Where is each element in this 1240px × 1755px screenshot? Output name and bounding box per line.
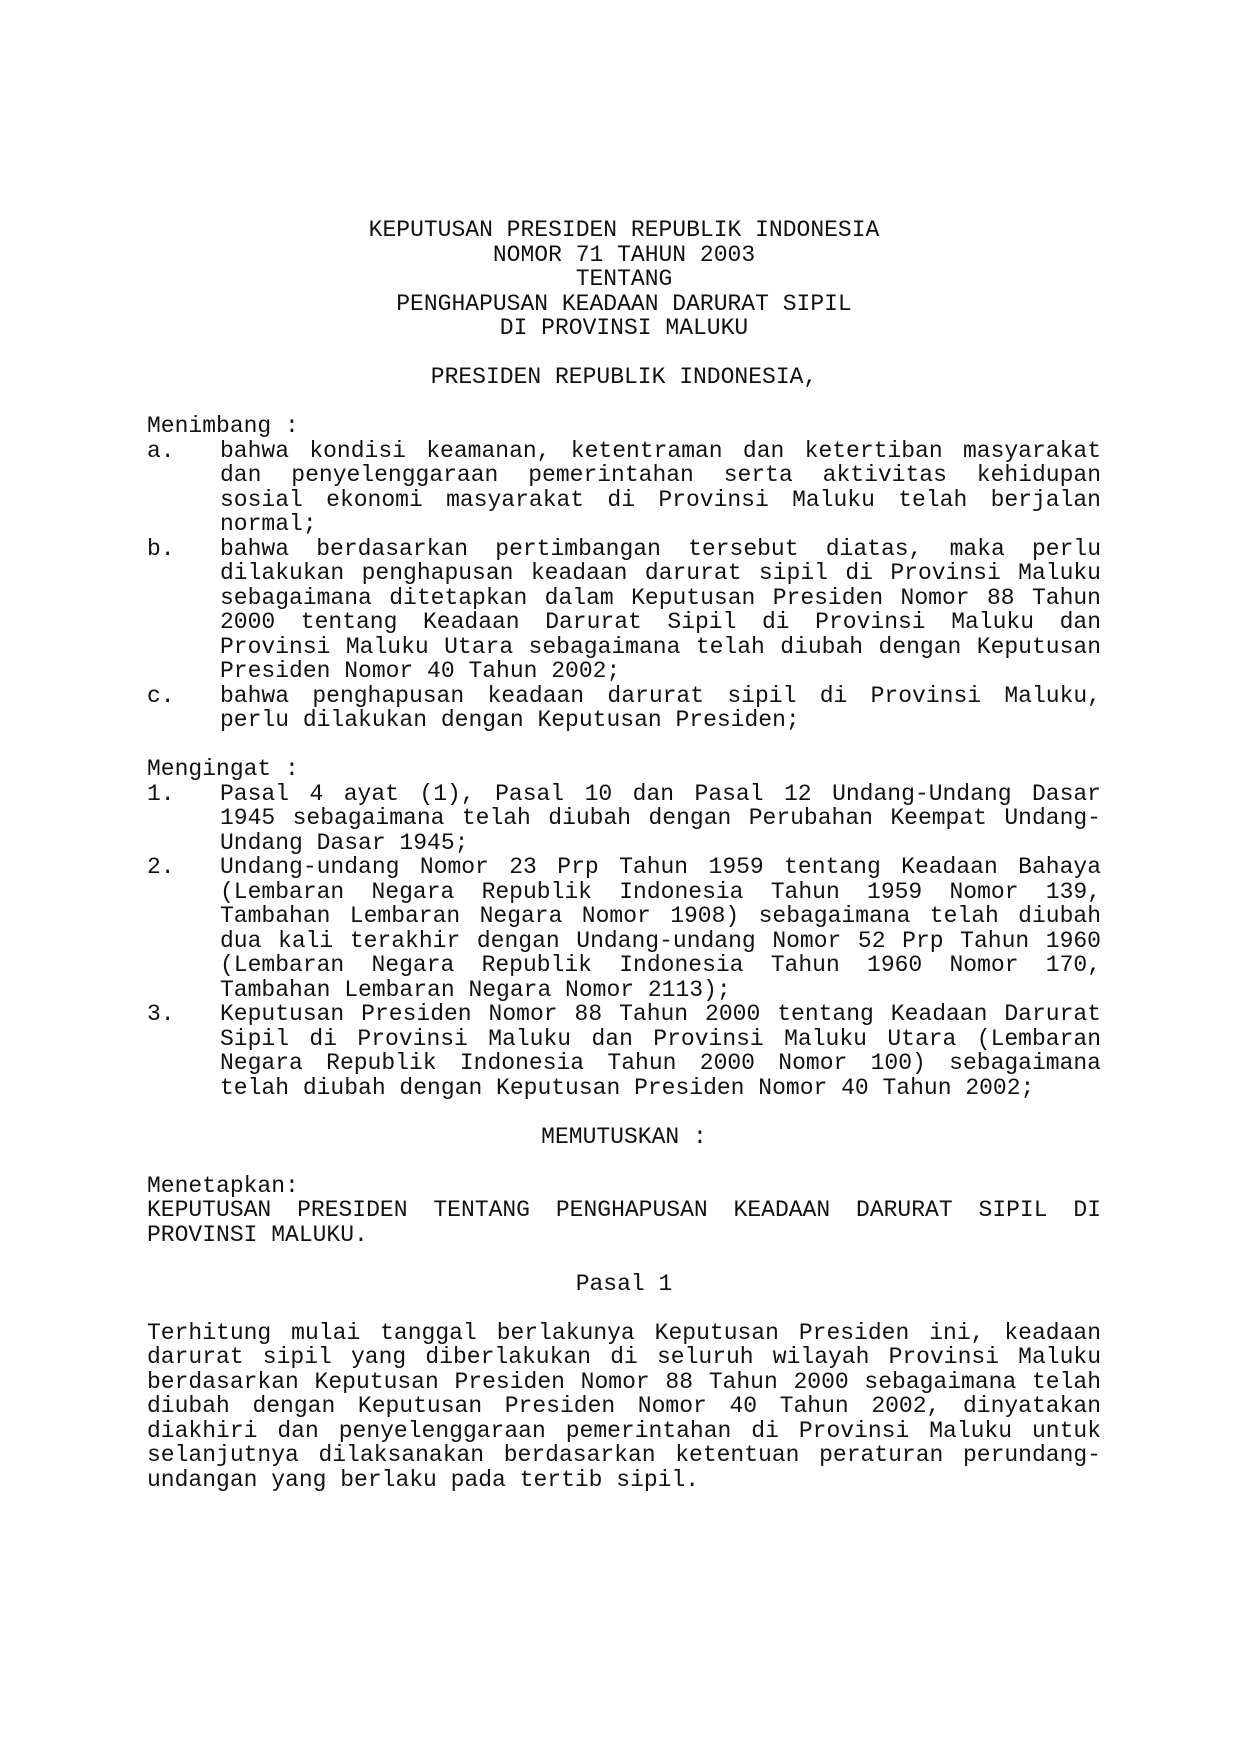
menetapkan-label: Menetapkan: — [147, 1172, 299, 1199]
mengingat-list — [147, 782, 1101, 1101]
menimbang-list — [147, 439, 1101, 733]
mengingat-label: Mengingat : — [147, 756, 299, 782]
mengingat-item-1 — [147, 782, 1101, 856]
title-line-about: TENTANG — [575, 266, 673, 292]
menimbang-label: Menimbang : — [147, 413, 299, 439]
document-page — [147, 218, 1101, 1492]
list-marker: 1. — [147, 780, 175, 807]
menimbang-item-b — [147, 537, 1101, 684]
list-marker: c. — [147, 682, 175, 709]
memutuskan-heading: MEMUTUSKAN : — [541, 1123, 707, 1150]
list-marker: a. — [147, 437, 175, 464]
document-title-block — [147, 218, 1101, 341]
title-line-number: NOMOR 71 TAHUN 2003 — [492, 241, 756, 268]
issuer-heading: PRESIDEN REPUBLIK INDONESIA, — [430, 364, 818, 390]
list-item-text: bahwa kondisi keamanan, ketentraman dan ketertiban masyarakat dan penyelenggaraan pemerintahan serta aktivitas kehidupan sosial ekonomi masyarakat di Provinsi Maluku telah berjalan normal; — [220, 437, 1101, 537]
list-item-text: bahwa penghapusan keadaan darurat sipil di Provinsi Maluku, perlu dilakukan dengan Keputusan Presiden; — [220, 682, 1101, 733]
menimbang-item-a — [147, 439, 1101, 537]
list-marker: 2. — [147, 854, 175, 880]
list-item-text: Undang-undang Nomor 23 Prp Tahun 1959 tentang Keadaan Bahaya (Lembaran Negara Republik Indonesia Tahun 1959 Nomor 139, Tambahan Lembaran Negara Nomor 1908) sebagaimana telah diubah dua kali terakhir dengan Undang-undang Nomor 52 Prp Tahun 1960 (Lembaran Negara Republik Indonesia Tahun 1960 Nomor 170, Tambahan Lembaran Negara Nomor 2113); — [220, 854, 1101, 1003]
list-item-text: bahwa berdasarkan pertimbangan tersebut diatas, maka perlu dilakukan penghapusan keadaan darurat sipil di Provinsi Maluku sebagaimana ditetapkan dalam Keputusan Presiden Nomor 88 Tahun 2000 tentang Keadaan Darurat Sipil di Provinsi Maluku dan Provinsi Maluku Utara sebagaimana telah diubah dengan Keputusan Presiden Nomor 40 Tahun 2002; — [220, 535, 1101, 684]
pasal-1-text: Terhitung mulai tanggal berlakunya Keputusan Presiden ini, keadaan darurat sipil yang diberlakukan di seluruh wilayah Provinsi Maluku berdasarkan Keputusan Presiden Nomor 88 Tahun 2000 sebagaimana telah diubah dengan Keputusan Presiden Nomor 40 Tahun 2002, dinyatakan diakhiri dan penyelenggaraan pemerintahan di Provinsi Maluku untuk selanjutnya dilaksanakan berdasarkan ketentuan peraturan perundang-undangan yang berlaku pada tertib sipil. — [147, 1319, 1101, 1493]
title-line-subject: PENGHAPUSAN KEADAAN DARURAT SIPIL — [396, 290, 852, 317]
mengingat-item-2 — [147, 855, 1101, 1002]
list-item-text: Keputusan Presiden Nomor 88 Tahun 2000 tentang Keadaan Darurat Sipil di Provinsi Maluku dan Provinsi Maluku Utara (Lembaran Negara Republik Indonesia Tahun 2000 Nomor 100) sebagaimana telah diubah dengan Keputusan Presiden Nomor 40 Tahun 2002; — [220, 1001, 1101, 1101]
menimbang-item-c — [147, 684, 1101, 733]
list-marker: 3. — [147, 1001, 175, 1027]
title-line-region: DI PROVINSI MALUKU — [499, 315, 749, 341]
pasal-1-heading: Pasal 1 — [575, 1270, 673, 1297]
list-item-text: Pasal 4 ayat (1), Pasal 10 dan Pasal 12 Undang-Undang Dasar 1945 sebagaimana telah diubah dengan Perubahan Keempat Undang-Undang Dasar 1945; — [220, 780, 1101, 856]
list-marker: b. — [147, 535, 175, 562]
menetapkan-text: KEPUTUSAN PRESIDEN TENTANG PENGHAPUSAN KEADAAN DARURAT SIPIL DI PROVINSI MALUKU. — [147, 1197, 1101, 1248]
mengingat-item-3 — [147, 1002, 1101, 1100]
title-line-decree: KEPUTUSAN PRESIDEN REPUBLIK INDONESIA — [368, 217, 880, 243]
